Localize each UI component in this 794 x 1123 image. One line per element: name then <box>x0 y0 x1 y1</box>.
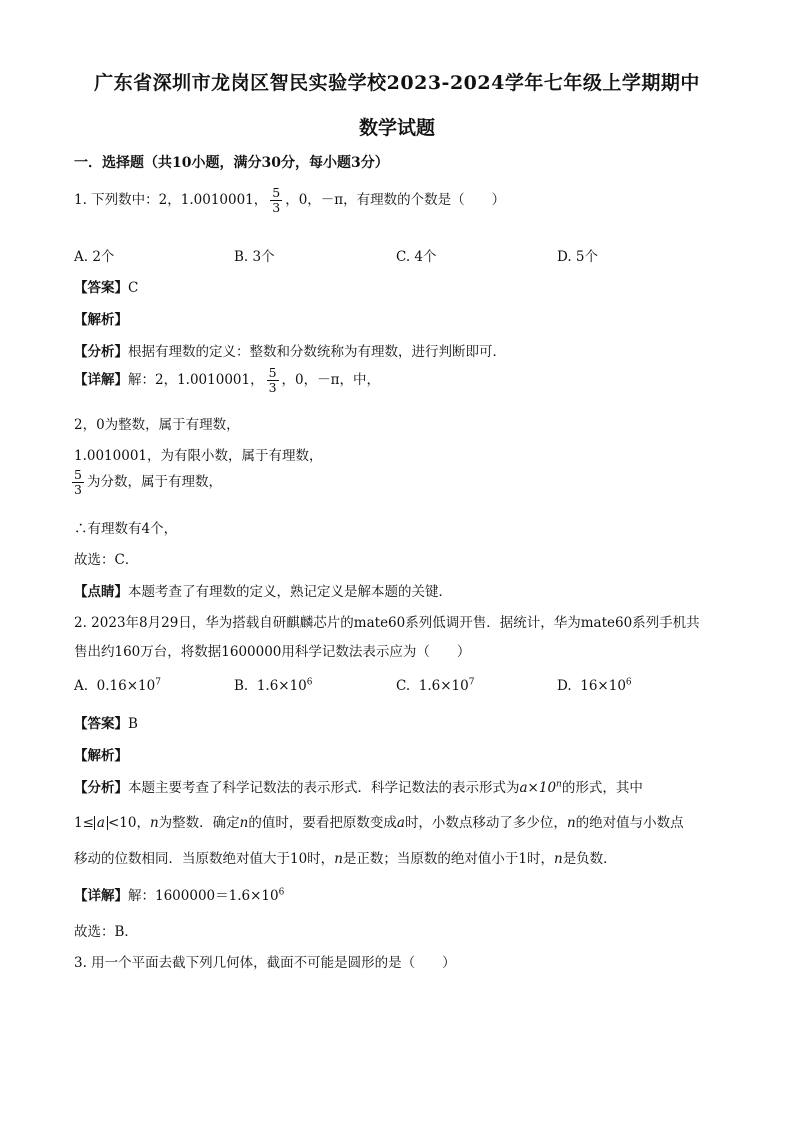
q2-fenxi3-e: 是负数． <box>562 851 617 867</box>
q2-fenxi-line-1 <box>74 776 643 796</box>
q2-fenxi2-g: a <box>396 815 405 831</box>
q2-option-b-base: 1.6×10 <box>256 678 307 694</box>
q1-l3-fraction <box>72 468 84 497</box>
q1-detail-pre: 解：2，1.0010001， <box>128 372 264 388</box>
q1-fenxi <box>74 340 506 360</box>
q2-analysis-tag: 【解析】 <box>74 748 128 764</box>
q2-option-c-label: C. <box>396 678 411 694</box>
q2-fenxi2-b: <10， <box>107 815 150 831</box>
q2-option-b-exp: 6 <box>306 677 313 688</box>
q1-answer <box>74 276 138 296</box>
q2-option-d-label: D. <box>557 678 572 694</box>
q1-analysis-tag: 【解析】 <box>74 312 128 328</box>
q2-answer-tag: 【答案】 <box>74 716 128 732</box>
q2-fenxi-line-3 <box>74 847 617 867</box>
q2-fenxi2-abs <box>94 816 108 830</box>
q1-detail-fraction <box>267 366 279 395</box>
q2-option-a-base: 0.16×10 <box>96 678 156 694</box>
q2-fenxi2-i: n <box>566 815 576 831</box>
q1-text-post: ，0，－π，有理数的个数是（ ） <box>285 192 506 208</box>
q1-option-b: B. 3个 <box>234 249 275 265</box>
q1-detail-frac-num: 5 <box>268 365 277 380</box>
q2-option-b-label: B. <box>234 678 249 694</box>
q1-frac-den: 3 <box>272 200 281 215</box>
q2-detail <box>74 884 284 904</box>
q1-l3-text: 为分数，属于有理数， <box>86 474 222 490</box>
q2-option-a-label: A. <box>74 678 89 694</box>
q1-l3-frac-num: 5 <box>74 467 82 482</box>
q2-fenxi-line-2 <box>74 811 684 831</box>
q2-option-c-base: 1.6×10 <box>418 678 469 694</box>
q2-detail-text: 解：1600000＝1.6×10 <box>128 888 279 904</box>
q1-answer-tag: 【答案】 <box>74 280 128 296</box>
q2-option-c <box>396 678 474 694</box>
title-line-1: 广东省深圳市龙岗区智民实验学校2023-2024学年七年级上学期期中 <box>94 72 700 94</box>
q2-fenxi2-e: n <box>239 815 249 831</box>
q1-detail-frac-den: 3 <box>268 380 277 395</box>
q2-fenxi2-c: n <box>149 815 159 831</box>
q2-answer <box>74 712 138 732</box>
q2-option-d <box>557 678 632 694</box>
q2-detail-exp: 6 <box>278 887 285 898</box>
q2-choose: 故选：B． <box>74 924 138 940</box>
q3-line-1: 3. 用一个平面去截下列几何体，截面不可能是圆形的是（ ） <box>74 955 456 971</box>
q2-fenxi2-d: 为整数．确定 <box>158 815 240 831</box>
q1-option-a: A. 2个 <box>74 249 115 265</box>
q1-detail-line-3 <box>72 468 222 497</box>
q1-option-d: D. 5个 <box>557 249 599 265</box>
q1-detail <box>74 366 380 395</box>
q2-fenxi-formula-exp: n <box>556 779 562 790</box>
q2-fenxi3-c: 是正数；当原数的绝对值小于1时， <box>342 851 554 867</box>
q2-fenxi-formula: a×10 <box>519 780 557 796</box>
q1-detail-line-5: 故选：C． <box>74 552 139 568</box>
q2-fenxi-text: 本题主要考查了科学记数法的表示形式．科学记数法的表示形式为 <box>128 780 520 796</box>
q2-fenxi3-d: n <box>553 851 563 867</box>
q2-option-b <box>234 678 313 694</box>
q1-dianjing-text: 本题考查了有理数的定义，熟记定义是解本题的关键． <box>128 584 452 600</box>
q2-fenxi2-j: 的绝对值与小数点 <box>575 815 684 831</box>
q1-option-c: C. 4个 <box>396 249 437 265</box>
q2-line-1: 2. 2023年8月29日，华为搭载自研麒麟芯片的mate60系列低调开售．据统计，华为mate60系列手机共 <box>74 615 700 631</box>
q2-option-d-base: 16×10 <box>580 678 626 694</box>
q2-option-a <box>74 678 161 694</box>
q1-text-pre: 1. 下列数中：2，1.0010001， <box>74 192 268 208</box>
q2-answer-value: B <box>128 716 138 732</box>
q2-option-c-exp: 7 <box>468 677 475 688</box>
q2-fenxi2-f: 的值时，要看把原数变成 <box>248 815 397 831</box>
q1-detail-line-1: 2，0为整数，属于有理数， <box>74 417 240 433</box>
q1-fraction <box>270 186 282 215</box>
q2-fenxi3-b: n <box>334 851 343 867</box>
q1-dianjing <box>74 580 452 600</box>
section-heading: 一．选择题（共10小题，满分30分，每小题3分） <box>74 155 389 171</box>
q1-detail-post: ，0，－π，中， <box>281 372 381 388</box>
q2-fenxi2-a: 1≤ <box>74 815 94 831</box>
q1-detail-line-4: ∴有理数有4个， <box>74 521 178 537</box>
q2-option-a-exp: 7 <box>155 677 161 688</box>
q2-detail-tag: 【详解】 <box>74 888 128 904</box>
q1-frac-num: 5 <box>272 185 281 200</box>
q2-option-d-exp: 6 <box>625 677 632 688</box>
q1-fenxi-tag: 【分析】 <box>74 344 128 360</box>
q2-line-2: 售出约160万台，将数据1600000用科学记数法表示应为（ ） <box>74 644 471 660</box>
q2-fenxi3-a: 移动的位数相同．当原数绝对值大于10时， <box>74 851 335 867</box>
q1-dianjing-tag: 【点睛】 <box>74 584 128 600</box>
q1-l3-frac-den: 3 <box>74 482 82 497</box>
q1-fenxi-text: 根据有理数的定义：整数和分数统称为有理数，进行判断即可． <box>128 344 506 360</box>
q1-detail-line-2: 1.0010001，为有限小数，属于有理数， <box>74 448 323 464</box>
question-1 <box>74 186 505 215</box>
q1-detail-tag: 【详解】 <box>74 372 128 388</box>
q2-fenxi2-h: 时，小数点移动了多少位， <box>404 815 567 831</box>
q1-answer-value: C <box>128 280 139 296</box>
q2-fenxi2-abs-var: a <box>96 815 105 831</box>
q2-fenxi-text-2: 的形式，其中 <box>561 780 643 796</box>
q2-fenxi-tag: 【分析】 <box>74 780 128 796</box>
title-line-2: 数学试题 <box>358 117 435 139</box>
